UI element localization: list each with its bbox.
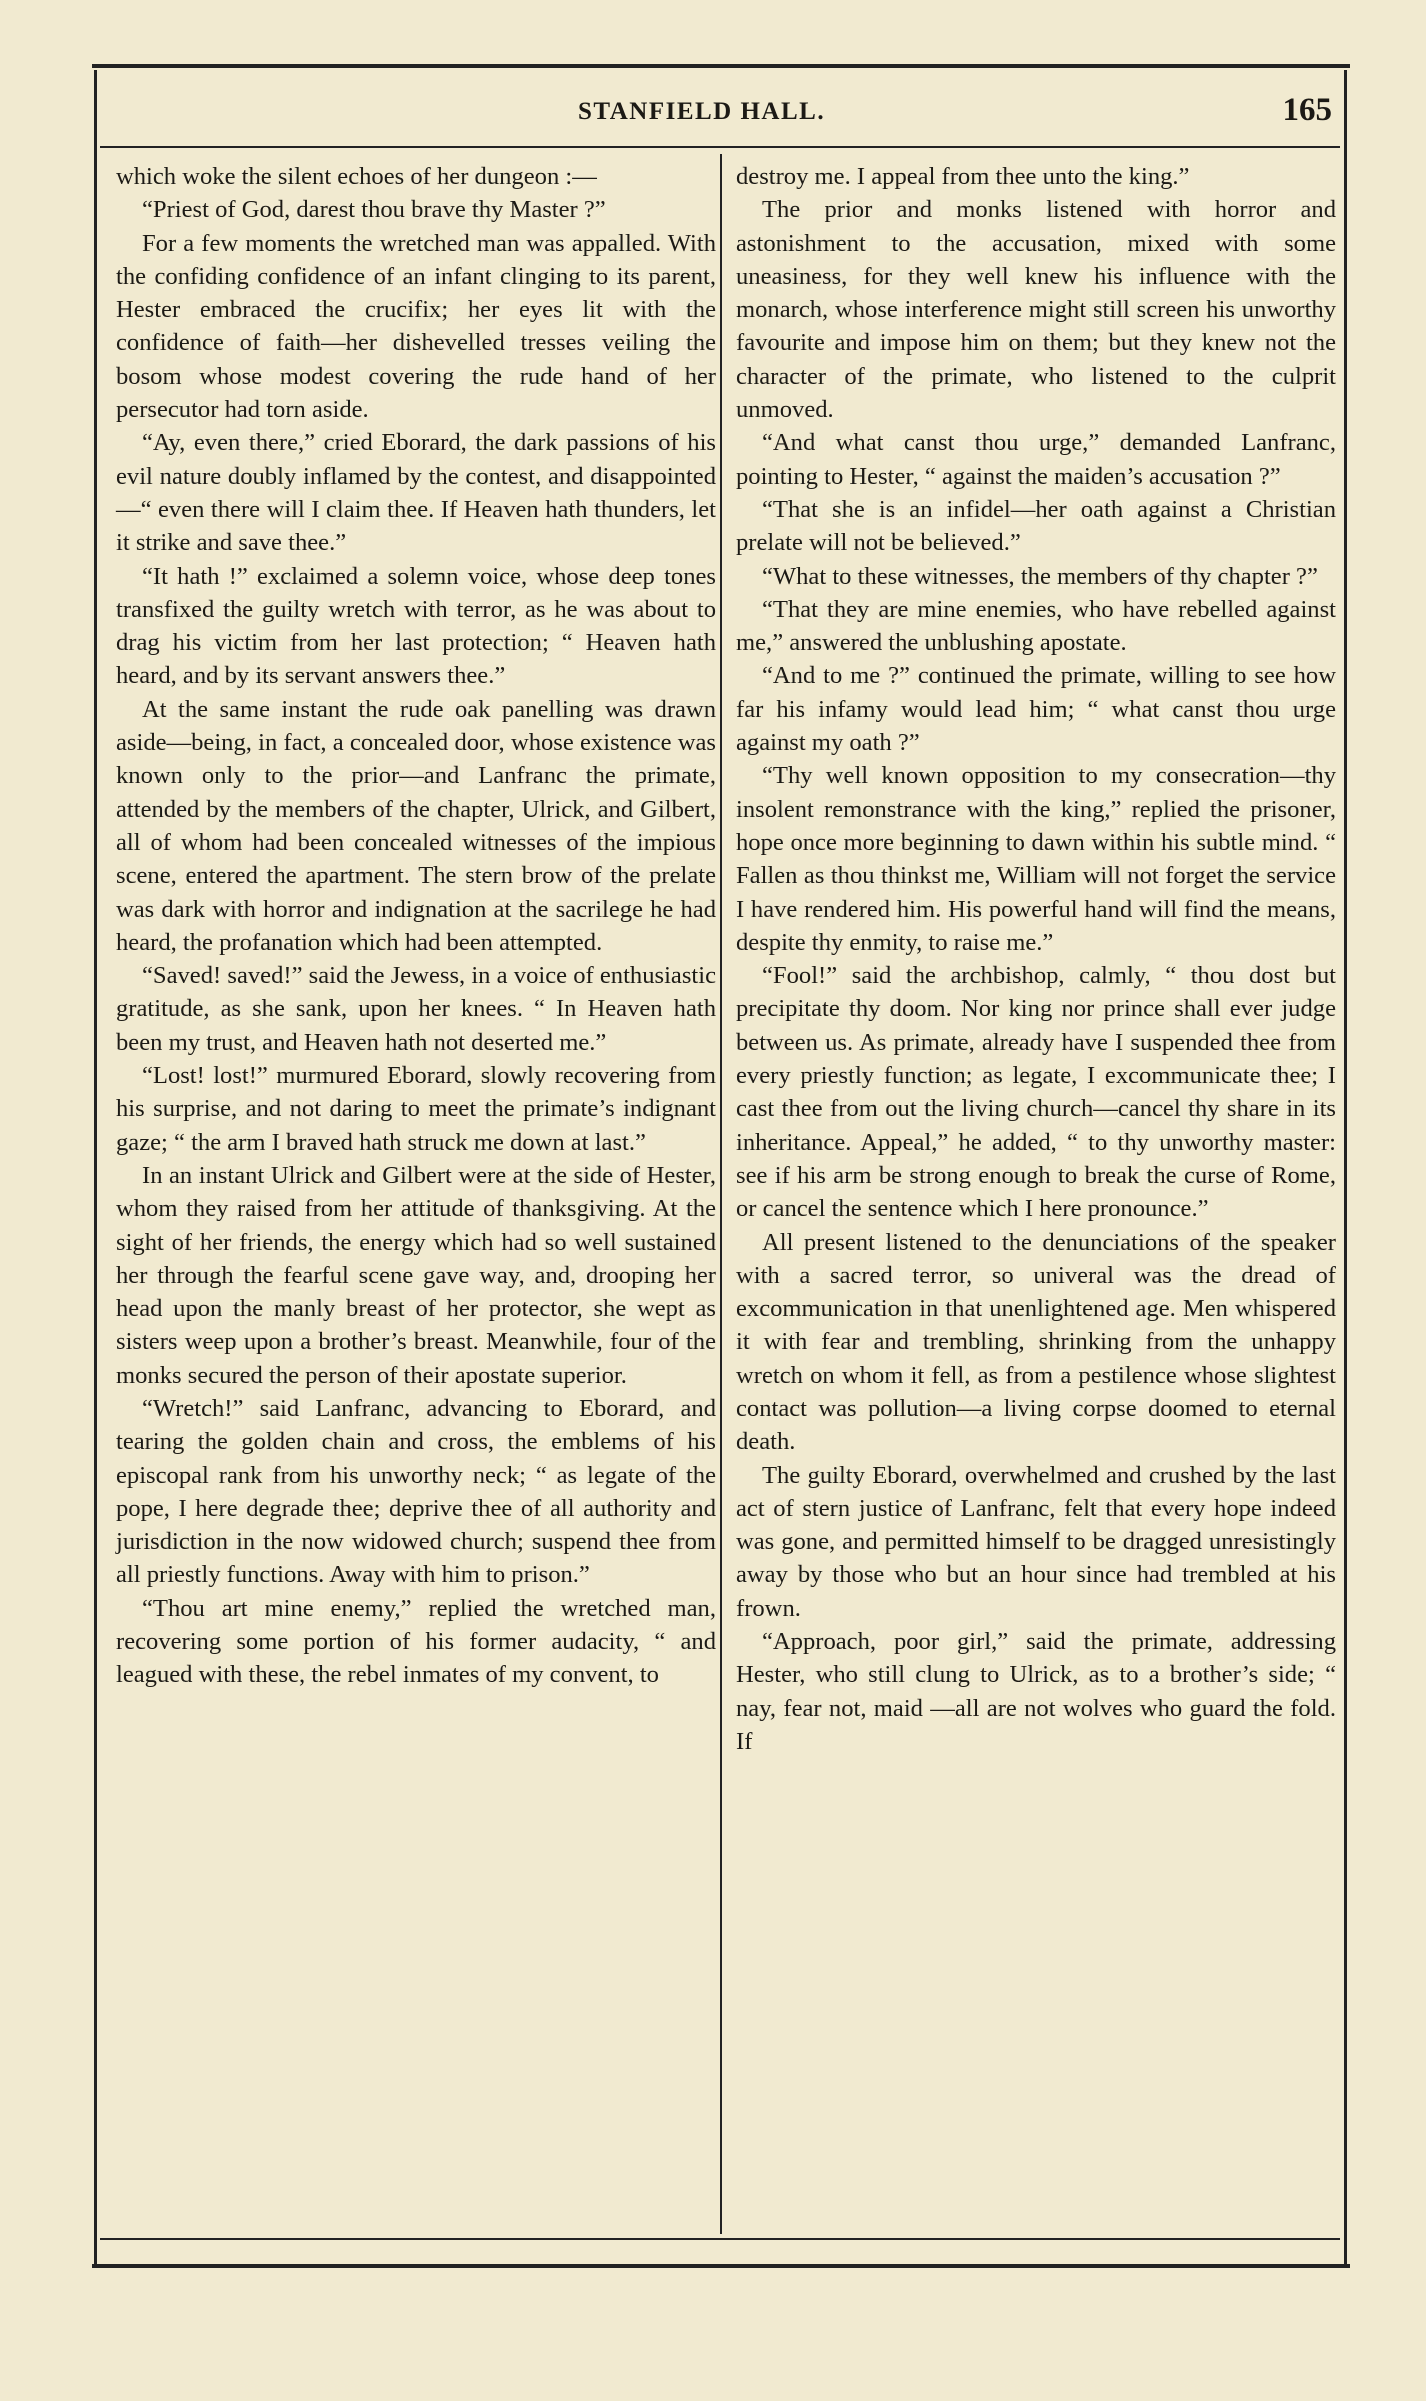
paragraph: “Fool!” said the archbishop, calmly, “ thou dost but precipitate thy doom. Nor king nor prince shall ever judge between us. As primate, already have I suspended thee from every priestly function; as legate, I excommunicate thee; I cast thee from out the living church—cancel thy share in its inheritance. Appeal,” he added, “ to thy unworthy master: see if his arm be strong enough to break the curse of Rome, or cancel the sentence which I here pronounce.” — [736, 962, 1336, 1223]
running-header — [100, 92, 1340, 142]
paragraph: All present listened to the denunciations of the speaker with a sacred terror, so univeral was the dread of excommunication in that unenlightened age. Men whispered it with fear and trembling, shrinking from the unhappy wretch on whom it fell, as from a pestilence whose slightest contact was pollution—a living corpse doomed to eternal death. — [736, 1228, 1336, 1456]
paragraph: “Saved! saved!” said the Jewess, in a voice of enthusiastic gratitude, as she sank, upon her knees. “ In Heaven hath been my trust, and Heaven hath not deserted me.” — [116, 962, 716, 1056]
paragraph: For a few moments the wretched man was appalled. With the confiding confidence of an infant clinging to its parent, Hester embraced the crucifix; her eyes lit with the confidence of faith—her dishevelled tresses veiling the bosom whose modest covering the rude hand of her persecutor had torn aside. — [116, 229, 716, 424]
paragraph: “Lost! lost!” murmured Eborard, slowly recovering from his surprise, and not daring to meet the primate’s indignant gaze; “ the arm I braved hath struck me down at last.” — [116, 1062, 716, 1156]
page-number: 165 — [1282, 92, 1332, 128]
right-border-rule — [1344, 70, 1347, 2265]
paragraph: “Thou art mine enemy,” replied the wretched man, recovering some portion of his former audacity, “ and leagued with these, the rebel inmates of my convent, to — [116, 1594, 716, 1689]
paragraph: “And what canst thou urge,” demanded Lanfranc, pointing to Hester, “ against the maiden’s accusation ?” — [736, 429, 1336, 490]
paragraph: “It hath !” exclaimed a solemn voice, whose deep tones transfixed the guilty wretch with terror, as he was about to drag his victim from her last protection; “ Heaven hath heard, and by its servant answers thee.” — [116, 562, 716, 690]
left-column — [116, 160, 716, 1692]
paragraph: destroy me. I appeal from thee unto the king.” — [736, 163, 1190, 190]
paragraph: The prior and monks listened with horror and astonishment to the accusation, mixed with some uneasiness, for they well knew his influence with the monarch, whose interference might still screen his unworthy favourite and impose him on them; but they knew not the character of the primate, who listened to the culprit unmoved. — [736, 196, 1336, 424]
paragraph: “What to these witnesses, the members of thy chapter ?” — [762, 562, 1318, 590]
paragraph: “That they are mine enemies, who have rebelled against me,” answered the unblushing apostate. — [736, 595, 1336, 657]
paragraph: “Thy well known opposition to my consecration—thy insolent remonstrance with the king,” replied the prisoner, hope once more beginning to dawn within his subtle mind. “ Fallen as thou thinkst me, William will not forget the service I have rendered him. His powerful hand will find the means, despite thy enmity, to raise me.” — [736, 762, 1336, 956]
bottom-rule — [100, 2238, 1340, 2240]
paragraph: The guilty Eborard, overwhelmed and crushed by the last act of stern justice of Lanfranc, felt that every hope indeed was gone, and permitted himself to be dragged unresistingly away by those who but an hour since had trembled at his frown. — [736, 1461, 1336, 1622]
paragraph: “And to me ?” continued the primate, willing to see how far his infamy would lead him; “ what canst thou urge against my oath ?” — [736, 662, 1336, 757]
header-rule — [100, 146, 1340, 148]
paragraph: “Priest of God, darest thou brave thy Master ?” — [142, 196, 606, 224]
running-title: STANFIELD HALL. — [578, 98, 826, 125]
paragraph: “Wretch!” said Lanfranc, advancing to Eborard, and tearing the golden chain and cross, the emblems of his episcopal rank from his unworthy neck; “ as legate of the pope, I here degrade thee; deprive thee of all authority and jurisdiction in the now widowed church; suspend thee from all priestly functions. Away with him to prison.” — [116, 1394, 716, 1589]
paragraph: “Approach, poor girl,” said the primate, addressing Hester, who still clung to Ulrick, as to a brother’s side; “ nay, fear not, maid —all are not wolves who guard the fold. If — [736, 1628, 1336, 1755]
paragraph: At the same instant the rude oak panelling was drawn aside—being, in fact, a concealed door, whose existence was known only to the prior—and Lanfranc the primate, attended by the members of the chapter, Ulrick, and Gilbert, all of whom had been concealed witnesses of the impious scene, entered the apartment. The stern brow of the prelate was dark with horror and indignation at the sacrilege he had heard, the profanation which had been attempted. — [116, 695, 716, 956]
top-border-rule — [92, 64, 1350, 68]
paragraph: “That she is an infidel—her oath against a Christian prelate will not be believed.” — [736, 495, 1336, 557]
left-border-rule — [94, 70, 97, 2265]
bottom-border-rule — [92, 2264, 1350, 2268]
paragraph: “Ay, even there,” cried Eborard, the dark passions of his evil nature doubly inflamed by the contest, and disappointed—“ even there will I claim thee. If Heaven hath thunders, let it strike and save thee.” — [116, 429, 716, 557]
paragraph: which woke the silent echoes of her dungeon :— — [116, 163, 597, 190]
right-column — [736, 160, 1336, 1758]
column-divider — [720, 154, 722, 2234]
paragraph: In an instant Ulrick and Gilbert were at the side of Hester, whom they raised from her attitude of thanksgiving. At the sight of her friends, the energy which had so well sustained her through the fearful scene gave way, and, drooping her head upon the manly breast of her protector, she wept as sisters weep upon a brother’s breast. Meanwhile, four of the monks secured the person of their apostate superior. — [116, 1161, 716, 1389]
